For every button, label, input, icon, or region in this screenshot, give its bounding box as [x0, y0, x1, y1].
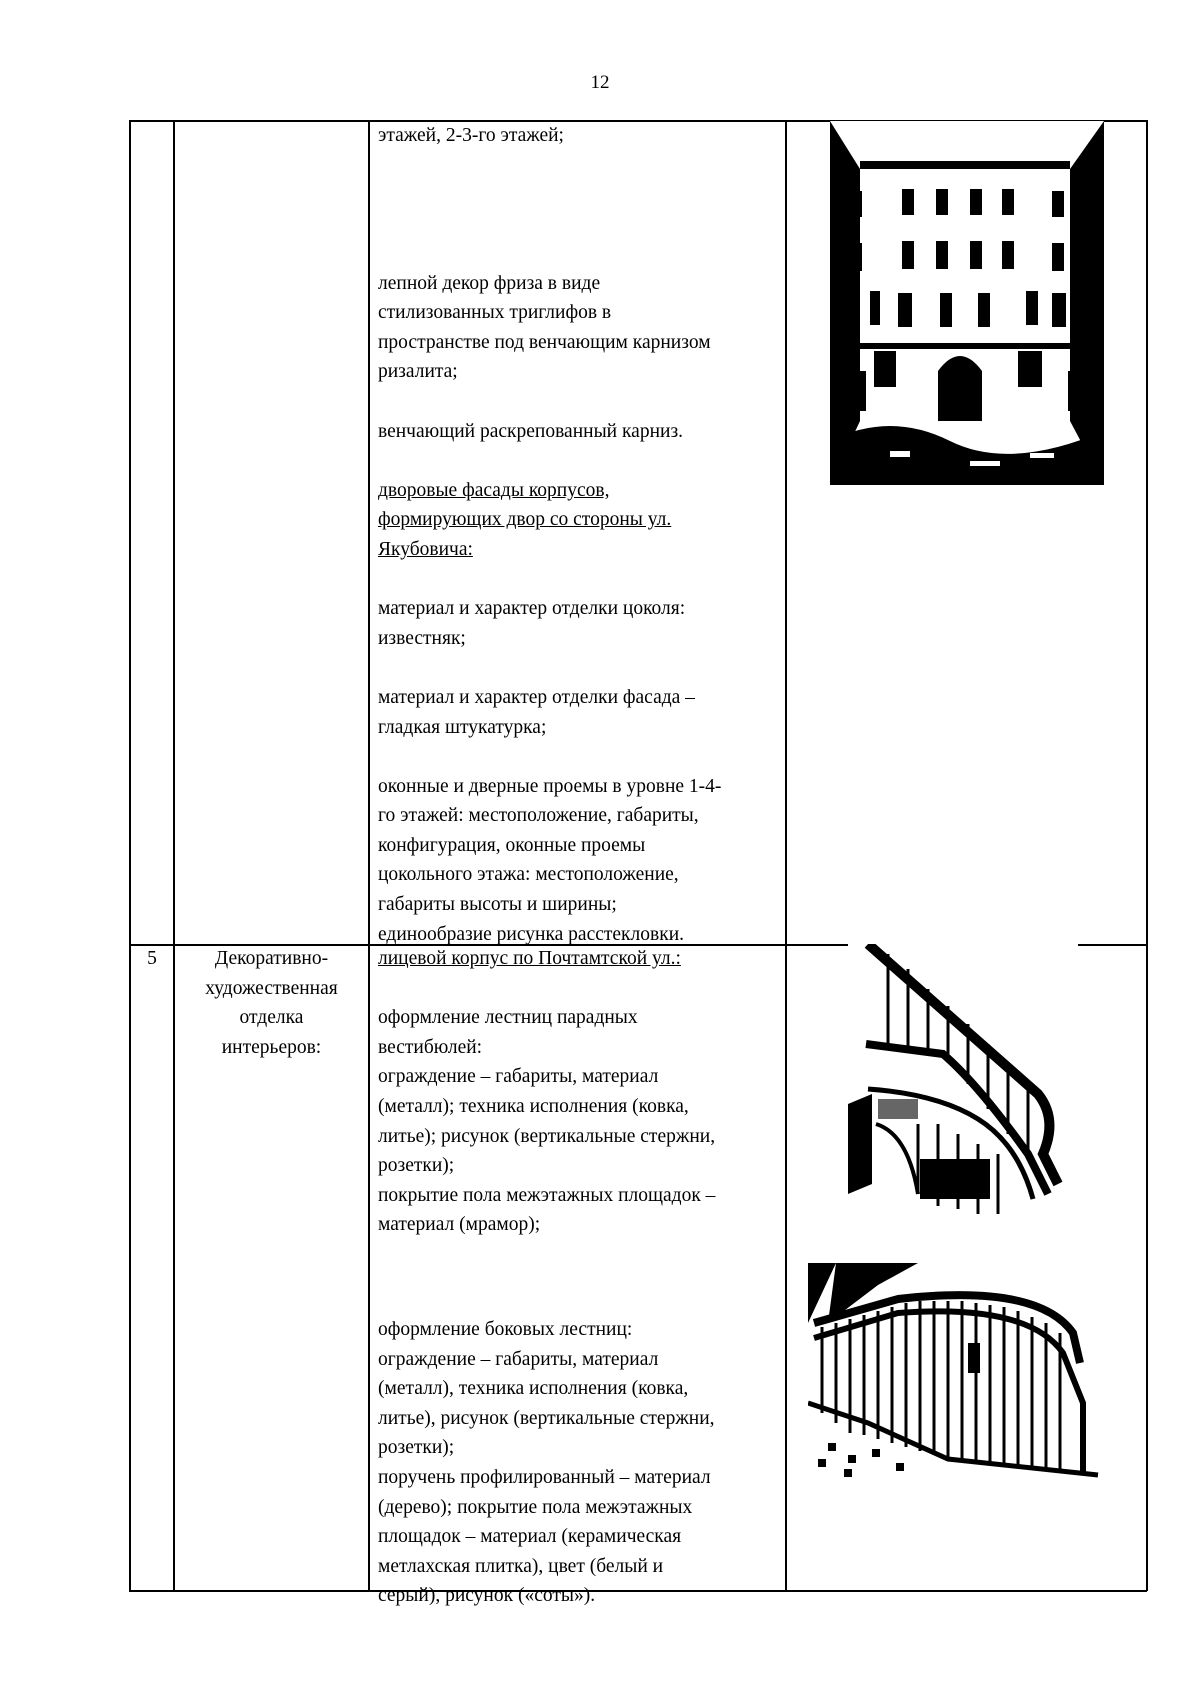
row-5-description: [378, 944, 778, 1611]
paragraph: венчающий раскрепованный карниз.: [378, 420, 684, 442]
column-divider-3: [785, 120, 787, 1591]
paragraph: этажей, 2-3-го этажей;: [378, 125, 564, 146]
paragraph: лепной декор фриза в виде стилизованных триглифов в пространстве под венчающим карнизом ризалита;: [378, 272, 711, 383]
courtyard-facade-photo: [830, 121, 1104, 485]
page-number: 12: [590, 72, 610, 93]
paragraph: материал и характер отделки цоколя: известняк;: [378, 598, 686, 649]
section-heading: дворовые фасады корпусов, формирующих двор со стороны ул. Якубовича:: [378, 479, 672, 560]
row-5-number: 5: [147, 948, 157, 969]
column-divider-2: [368, 120, 370, 1591]
section-heading: лицевой корпус по Почтамтской ул.:: [378, 948, 681, 969]
table-left-border: [129, 120, 131, 1591]
table-right-border: [1146, 120, 1148, 1591]
paragraph: оформление боковых лестниц: ограждение – габариты, материал (металл), техника исполнения (ковка, литье), рисунок (вертикальные стержни, розетки); поручень профилированный – материал (дерево); покрытие пола межэтажных площадок – материал (керамическая метлахская плитка), цвет (белый и серый), рисунок («соты»).: [378, 1318, 715, 1607]
column-divider-1: [173, 120, 175, 1591]
paragraph: оконные и дверные проемы в уровне 1-4- го этажей: местоположение, габариты, конфигурация, оконные проемы цокольного этажа: местоположение, габариты высоты и ширины; единообразие рисунка расстекловки.: [378, 775, 722, 945]
main-staircase-photo: [848, 944, 1078, 1226]
paragraph: оформление лестниц парадных вестибюлей: ограждение – габариты, материал (металл); техника исполнения (ковка, литье); рисунок (вертикальные стержни, розетки); покрытие пола межэтажных площадок – материал (мрамор);: [378, 1007, 716, 1236]
side-staircase-photo: [808, 1263, 1120, 1481]
row-5-name: Декоративно- художественная отделка интерьеров:: [205, 948, 338, 1058]
paragraph: материал и характер отделки фасада – гладкая штукатурка;: [378, 686, 695, 738]
continued-row-description: [378, 121, 778, 949]
